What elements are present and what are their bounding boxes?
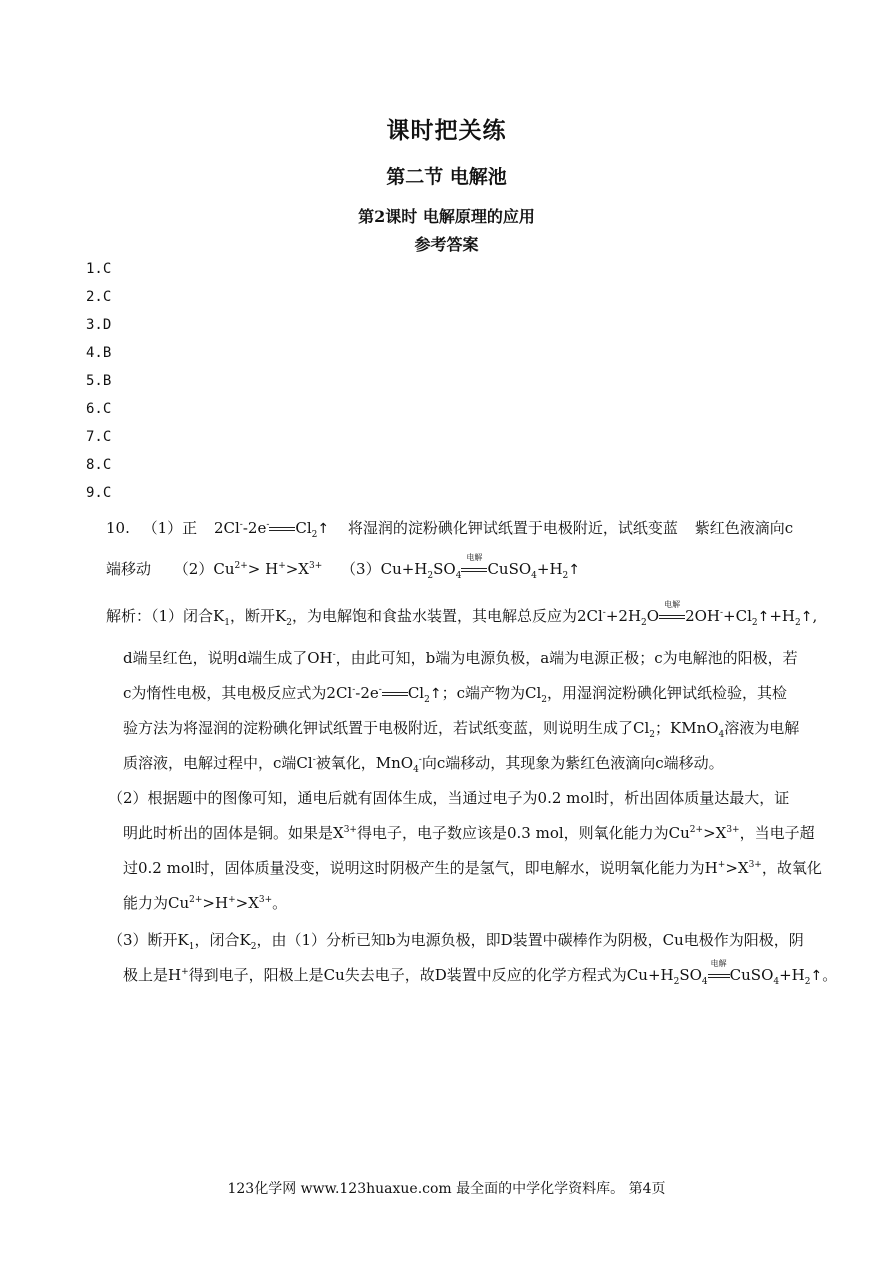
analysis-line-9: 能力为$Cu^{2+}>H^+>X^{3+}$。 (123, 894, 288, 912)
answer-item: 4.B (86, 345, 112, 361)
q10-line-1: 10. （1）正 2Cl--2e- $Cl_2↑$ 将湿润的淀粉碘化钾试纸置于电极附近，试纸变蓝 紫红色液滴向c (106, 519, 794, 540)
analysis-line-8: 过0.2 mol时，固体质量没变，说明这时阴极产生的是氢气，即电解水，说明氧化能力为$H^+>X^{3+}$，故氧化 (123, 859, 822, 877)
electrolysis-condition: 电解 (461, 560, 487, 578)
page-footer: 123化学网 www.123huaxue.com 最全面的中学化学资料库。 第4页 (227, 1181, 666, 1197)
answer-item: 7.C (86, 429, 112, 445)
section-title: 第二节 电解池 (386, 166, 507, 188)
analysis-line-4: 验方法为将湿润的淀粉碘化钾试纸置于电极附近，若试纸变蓝，则说明生成了$Cl_2$；KMnO$_4$溶液为电解 (123, 719, 800, 740)
electrolysis-condition: 电解 (708, 966, 730, 984)
analysis-line-11: 极上是H+得到电子，阳极上是Cu失去电子，故D装置中反应的化学方程式为$Cu+H_2SO_4$ 电解 $CuSO_4+H_2↑$。 (123, 959, 838, 987)
analysis-line-3: c为惰性电极，其电极反应式为2Cl--2e- $Cl_2↑$；c端产物为$Cl_2$，用湿润淀粉碘化钾试纸检验，其检 (123, 684, 788, 705)
analysis-line-5: 质溶液，电解过程中，c端Cl-被氧化，MnO$_4$-向c端移动，其现象为紫红色液滴向c端移动。 (123, 754, 724, 775)
analysis-line-2: d端呈红色，说明d端生成了OH-，由此可知，b端为电源负极，a端为电源正极；c为电解池的阳极，若 (123, 649, 798, 667)
answer-heading: 参考答案 (414, 235, 479, 254)
analysis-line-6: （2）根据题中的图像可知，通电后就有固体生成，当通过电子为0.2 mol时，析出固体质量达最大，证 (108, 789, 790, 807)
page-title: 课时把关练 (386, 117, 507, 144)
answer-item: 3.D (86, 317, 112, 333)
answer-item: 9.C (86, 485, 112, 501)
answer-item: 1.C (86, 261, 112, 277)
answer-item: 2.C (86, 289, 112, 305)
q10-line-2: 端移动 $(2)Cu^{2+}> H^+>X^{3+}$ $(3)Cu+H_2SO_4$ 电解 $CuSO_4+H_2↑$ (106, 553, 581, 581)
electrolysis-condition: 电解 (659, 607, 685, 625)
lesson-title: 第2课时 电解原理的应用 (358, 207, 535, 226)
analysis-line-7: 明此时析出的固体是铜。如果是$X^{3+}$得电子，电子数应该是0.3 mol，则氧化能力为$Cu^{2+}>X^{3+}$，当电子超 (123, 824, 815, 842)
answer-item: 6.C (86, 401, 112, 417)
answer-item: 5.B (86, 373, 112, 389)
analysis-line-10: （3）断开$K_1$，闭合$K_2$，由（1）分析已知b为电源负极，即D装置中碳棒作为阴极，Cu电极作为阳极，阴 (108, 931, 804, 952)
answer-item: 8.C (86, 457, 112, 473)
analysis-line-1: 解析：（1）闭合$K_1$，断开$K_2$，为电解饱和食盐水装置，其电解总反应为$2Cl^-+2H_2O$ 电解 $2OH^-+Cl_2↑+H_2↑$, (106, 600, 818, 628)
